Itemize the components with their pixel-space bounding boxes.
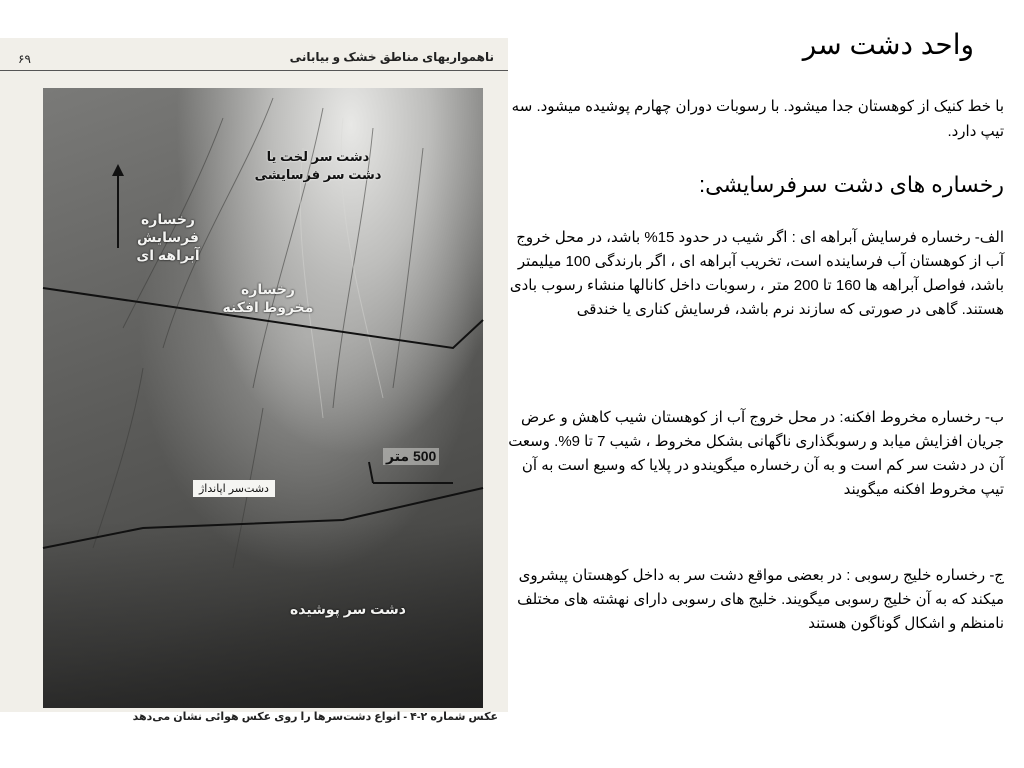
aerial-photo bbox=[43, 88, 483, 708]
running-title: ناهمواریهای مناطق خشک و بیابانی bbox=[289, 50, 494, 64]
label-alluvial-fan-facies: رخساره مخروط افکنه bbox=[222, 281, 314, 315]
intro-paragraph: با خط کنیک از کوهستان جدا میشود. با رسوبات دوران چهارم پوشیده میشود. سه تیپ دارد. bbox=[511, 98, 1004, 140]
figure-caption: عکس شماره ۲-۴ - انواع دشت‌سرها را روی عکس هوائی نشان می‌دهد bbox=[132, 711, 498, 723]
scale-label: 500 متر bbox=[383, 448, 439, 465]
paragraph-sediment-bay: ج- رخساره خلیج رسوبی : در بعضی مواقع دشت سر به داخل کوهستان پیشروی میکند که به آن خلیج رسوبی میگویند. خلیج های رسوبی دارای نهشته های مختلف نامنظم و اشکال گوناگون هستند bbox=[517, 567, 1004, 632]
label-bedrock-pediment: دشت سر لخت یا دشت سر فرسایشی bbox=[254, 149, 382, 182]
section-heading: رخساره های دشت سرفرسایشی: bbox=[699, 172, 1004, 197]
label-covered-pediment: دشت سر پوشیده bbox=[290, 601, 406, 617]
scanned-book-page bbox=[0, 38, 508, 723]
label-erosion-gully-facies: رخساره فرسایش آبراهه ای bbox=[136, 211, 200, 263]
label-terminal-pediment: دشت‌سر اپانداژ bbox=[193, 480, 275, 497]
paragraph-erosion-gully: الف- رخساره فرسایش آبراهه ای : اگر شیب در حدود 15% باشد، در محل خروج آب از کوهستان آب فرساینده است، تخریب آبراهه ای ، اگر بارندگی 100 میلیمتر باشد، فواصل آبراهه ها 160 تا 200 متر ، رسوبات داخل کانالها منشاء رسوب بادی هستند. گاهی در صورتی که سازند نرم باشد، فرسایش کناری یا خندقی bbox=[509, 229, 1004, 318]
paragraph-alluvial-fan: ب- رخساره مخروط افکنه: در محل خروج آب از کوهستان شیب کاهش و عرض جریان افزایش میابد و رسوبگذاری ناگهانی بشکل مخروط ، شیب 7 تا 9%. وسعت آن در دشت سر کم است و به آن رخساره میگویندو در پلایا که وسیع است به آن تیپ مخروط افکنه میگویند bbox=[508, 409, 1004, 498]
scan-header bbox=[0, 38, 508, 71]
slide-title: واحد دشت سر bbox=[802, 29, 974, 60]
page-number: ۶۹ bbox=[18, 52, 31, 66]
